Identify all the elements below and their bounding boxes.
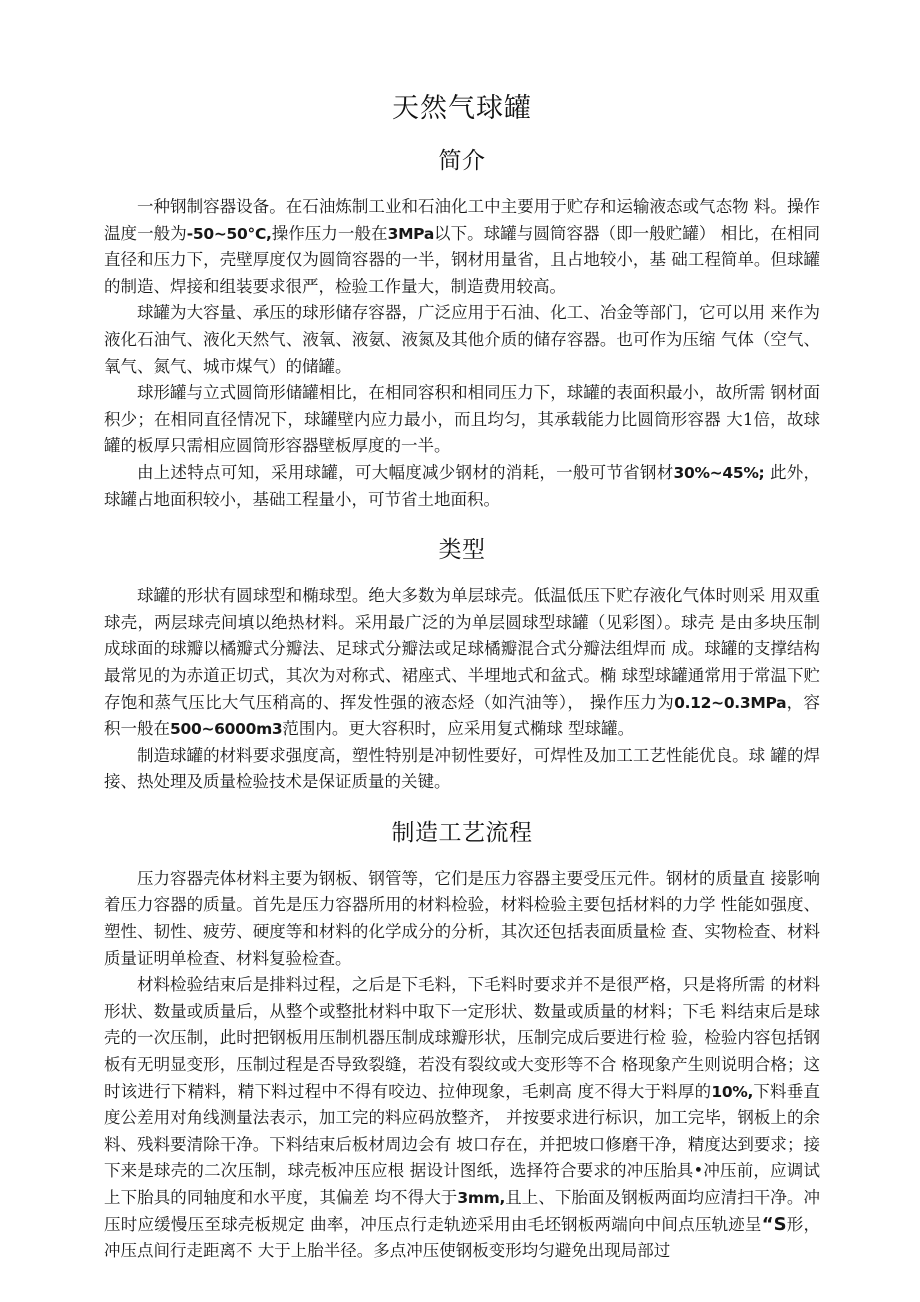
paragraph: 球形罐与立式圆筒形储罐相比，在相同容积和相同压力下，球罐的表面积最小，故所需 钢材面积少；在相同直径情况下，球罐壁内应力最小，而且均匀，其承载能力比圆筒形容器 大1倍，故球罐的板厚只需相应圆筒形容器壁板厚度的一半。: [104, 383, 820, 456]
section-body-process: [104, 866, 820, 1265]
paragraph: 由上述特点可知，采用球罐，可大幅度减少钢材的消耗，一般可节省钢材30%~45%; 此外，球罐占地面积较小，基础工程量小，可节省土地面积。: [104, 462, 821, 509]
section-heading-process: 制造工艺流程: [391, 819, 533, 846]
section-heading-types: 类型: [438, 537, 486, 564]
paragraph: 压力容器壳体材料主要为钢板、钢管等，它们是压力容器主要受压元件。钢材的质量直 接影响着压力容器的质量。首先是压力容器所用的材料检验，材料检验主要包括材料的力学 性能如强度、塑性、韧性、疲劳、硬度等和材料的化学成分的分析，其次还包括表面质量检 查、实物检查、材料质量证明单检查、材料复验检查。: [104, 868, 820, 968]
section-body-intro: [104, 194, 820, 513]
emphasized-value: “S: [761, 1213, 787, 1235]
paragraph: 材料检验结束后是排料过程，之后是下毛料，下毛料时要求并不是很严格，只是将所需 的材料形状、数量或质量后，从整个或整批材料中取下一定形状、数量或质量的材料；下毛 料结束后是球壳的一次压制，此时把钢板用压制机器压制成球瓣形状，压制完成后要进行检 验，检验内容包括钢板有无明显变形，压制过程是否导致裂缝，若没有裂纹或大变形等不合 格现象产生则说明合格；这时该进行下精料，精下料过程中不得有咬边、拉伸现象，毛刺高 度不得大于料厚的10%,下料垂直度公差用对角线测量法表示，加工完的料应码放整齐， 并按要求进行标识，加工完毕，钢板上的余料、残料要清除干净。下料结束后板材周边会有 坡口存在，并把坡口修磨干净，精度达到要求；接下来是球壳的二次压制，球壳板冲压应根 据设计图纸，选择符合要求的冲压胎具•冲压前，应调试上下胎具的同轴度和水平度，其偏差 均不得大于3mm,且上、下胎面及钢板两面均应清扫干净。冲压时应缓慢压至球壳板规定 曲率，冲压点行走轨迹采用由毛坯钢板两端向中间点压轨迹呈“S形，冲压点间行走距离不 大于上胎半径。多点冲压使钢板变形均匀避免出现局部过: [104, 975, 821, 1261]
emphasized-value: 500~6000m3: [170, 720, 283, 739]
emphasized-value: -50~50°C,: [186, 224, 272, 243]
section-heading-intro: 简介: [438, 148, 486, 174]
paragraph: 球罐为大容量、承压的球形储存容器，广泛应用于石油、化工、冶金等部门，它可以用 来作为液化石油气、液化天然气、液氧、液氨、液氮及其他介质的储存容器。也可作为压缩 气体（空气、氧气、氮气、城市煤气）的储罐。: [104, 303, 820, 376]
emphasized-value: 10%,: [711, 1082, 754, 1101]
paragraph: 一种钢制容器设备。在石油炼制工业和石油化工中主要用于贮存和运输液态或气态物 料。操作温度一般为-50~50°C,操作压力一般在3MPa以下。球罐与圆筒容器（即一般贮罐） 相比，在相同直径和压力下，壳壁厚度仅为圆筒容器的一半，钢材用量省，且占地较小，基 础工程简单。但球罐的制造、焊接和组装要求很严，检验工作量大，制造费用较高。: [104, 197, 821, 296]
emphasized-value: 30%~45%;: [673, 463, 765, 482]
emphasized-value: 3mm,: [457, 1189, 506, 1207]
emphasized-value: 3MPa: [387, 224, 434, 243]
emphasized-value: 0.12~0.3MPa: [674, 693, 787, 712]
paragraph: 制造球罐的材料要求强度高，塑性特别是冲韧性要好，可焊性及加工工艺性能优良。球 罐的焊接、热处理及质量检验技术是保证质量的关键。: [104, 745, 820, 792]
paragraph: 球罐的形状有圆球型和椭球型。绝大多数为单层球壳。低温低压下贮存液化气体时则采 用双重球壳，两层球壳间填以绝热材料。采用最广泛的为单层圆球型球罐（见彩图）。球壳 是由多块压制成球面的球瓣以橘瓣式分瓣法、足球式分瓣法或足球橘瓣混合式分瓣法组焊而 成。球罐的支撑结构最常见的为赤道正切式，其次为对称式、裙座式、半埋地式和盆式。椭 球型球罐通常用于常温下贮存饱和蒸气压比大气压稍高的、挥发性强的液态烃（如汽油等）， 操作压力为0.12~0.3MPa，容积一般在500~6000m3范围内。更大容积时，应采用复式椭球 型球罐。: [104, 586, 821, 739]
document-content: [104, 0, 820, 1265]
section-body-types: [104, 583, 820, 796]
page-title: 天然气球罐: [392, 93, 532, 124]
